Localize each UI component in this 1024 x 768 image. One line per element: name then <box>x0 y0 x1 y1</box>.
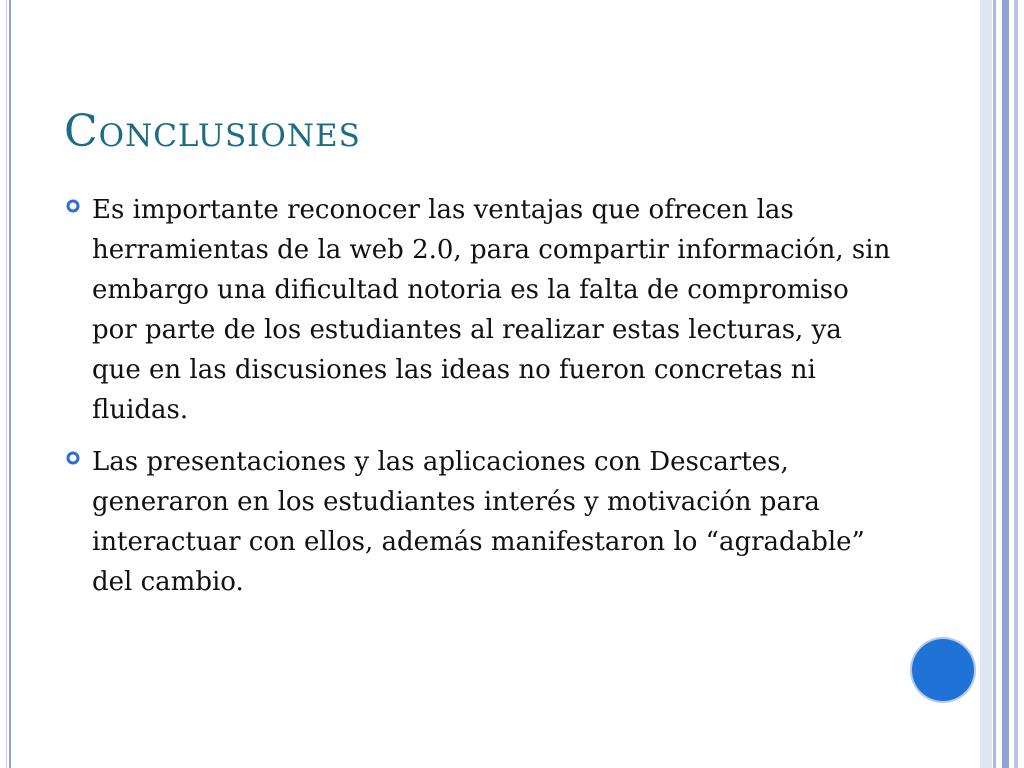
right-decor-bar-dark <box>1002 0 1009 768</box>
slide-title: Conclusiones <box>64 106 361 157</box>
left-decor-line-thick <box>9 0 11 768</box>
bullet-text-1: Es importante reconocer las ventajas que ofrecen las herramientas de la web 2.0, para compartir información, sin embargo una dificultad notoria es la falta de compromiso por parte de los estudiantes al realizar estas lecturas, ya que en las discusiones las ideas no fueron concretas ni fluidas. <box>92 195 891 425</box>
ring-bullet-icon <box>66 199 80 213</box>
ring-bullet-icon <box>66 451 80 465</box>
blue-circle-decoration <box>912 639 974 701</box>
bullet-item-1 <box>62 190 892 430</box>
right-decor-bar-mid <box>993 0 996 768</box>
bullet-item-2 <box>62 442 892 602</box>
bullet-list <box>62 190 892 614</box>
bullet-text-2: Las presentaciones y las aplicaciones con Descartes, generaron en los estudiantes interés y motivación para interactuar con ellos, además manifestaron lo “agradable” del cambio. <box>92 447 865 597</box>
right-decor-bar-edge <box>1014 0 1018 768</box>
right-decor-bar-light <box>980 0 992 768</box>
left-decor-line-thin <box>6 0 7 768</box>
